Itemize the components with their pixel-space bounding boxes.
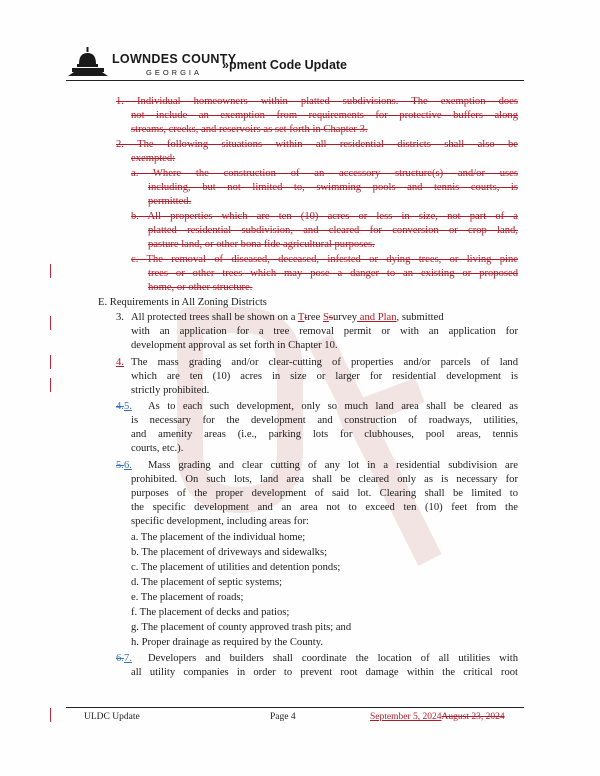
deleted-line: c. The removal of diseased, deceased, infested or dying trees, or living pine [131, 254, 518, 265]
item-3-line: All protected trees shall be shown on a Ttree Ssurvey and Plan, submitted [131, 312, 444, 323]
item-3-line: with an application for a tree removal permit or with an application for [131, 326, 518, 337]
item-3-line: development approval as set forth in Chapter 10. [131, 340, 338, 351]
page-title: »pment Code Update [222, 58, 348, 72]
deleted-line: including, but not limited to, swimming pools and tennis courts, is [148, 182, 518, 193]
courthouse-dome-icon [66, 46, 110, 80]
deleted-line: trees or other trees which may pose a danger to an existing or proposed [148, 268, 518, 279]
deleted-line: pasture land, or other bona fide agricultural purposes. [148, 239, 375, 250]
change-bar [50, 708, 51, 722]
list-item: f. The placement of decks and patios; [131, 607, 290, 618]
item-5-line: courts, etc.). [131, 443, 184, 454]
item-6-line: Mass grading and clear cutting of any lot in a residential subdivision are [148, 460, 518, 471]
deleted-line: platted residential subdivision, and cleared for conversion or crop land, [148, 225, 518, 236]
deleted-line: 1. Individual homeowners within platted subdivisions. The exemption does [116, 96, 518, 107]
org-state: GEORGIA [146, 68, 203, 77]
item-6-line: specific development, including areas for: [131, 516, 309, 527]
item-5-line: As to each such development, only so much land area shall be cleared as [148, 401, 518, 412]
change-bar [50, 316, 51, 330]
item-5-number: 4.5. [116, 401, 132, 412]
footer-page-number: Page 4 [270, 712, 296, 722]
item-6-line: purposes of the proper development of said lot. Clearing shall be limited to [131, 488, 518, 499]
item-7-line: Developers and builders shall coordinate the location of all utilities with [148, 653, 518, 664]
item-5-line: and amenity areas (i.e., parking lots for clubhouses, pool areas, tennis [131, 429, 518, 440]
deleted-line: permitted. [148, 196, 192, 207]
deleted-line: 2. The following situations within all residential districts shall also be [116, 139, 518, 150]
deleted-line: exempted: [131, 153, 176, 164]
item-4-line: The mass grading and/or clear-cutting of properties and/or parcels of land [131, 357, 518, 368]
deleted-line: home, or other structure. [148, 282, 253, 293]
change-bar [50, 378, 51, 392]
header-divider [66, 80, 524, 81]
deleted-line: streams, creeks, and reservoirs as set forth in Chapter 3. [131, 124, 368, 135]
list-item: c. The placement of utilities and detention ponds; [131, 562, 341, 573]
item-6-line: the specific development and an area not to exceed ten (10) feet from the [131, 502, 518, 513]
section-heading: E. Requirements in All Zoning Districts [98, 297, 267, 308]
list-item: a. The placement of the individual home; [131, 532, 306, 543]
item-7-number: 6.7. [116, 653, 132, 664]
footer-date: September 5, 2024August 23, 2024 [370, 712, 505, 722]
org-name: LOWNDES COUNTY [112, 52, 237, 66]
list-item: h. Proper drainage as required by the County. [131, 637, 324, 648]
item-5-line: is necessary for the development and construction of roadways, utilities, [131, 415, 518, 426]
change-bar [50, 355, 51, 369]
item-4-line: which are ten (10) acres in size or larger for residential development is [131, 371, 518, 382]
change-bar [50, 264, 51, 278]
deleted-line: b. All properties which are ten (10) acres or less in size, not part of a [131, 211, 518, 222]
item-4-line: strictly prohibited. [131, 385, 210, 396]
deleted-line: not include an exemption from requirements for protective buffers along [131, 110, 518, 121]
item-6-number: 5.6. [116, 460, 132, 471]
deleted-line: a. Where the construction of an accessory structure(s) and/or uses [131, 168, 518, 179]
item-4-number: 4. [116, 357, 124, 368]
item-3-number: 3. [116, 312, 124, 323]
list-item: b. The placement of driveways and sidewalks; [131, 547, 328, 558]
list-item: d. The placement of septic systems; [131, 577, 283, 588]
item-6-line: prohibited. On such lots, land area shall be cleared only as is necessary for [131, 474, 518, 485]
footer-divider [66, 707, 524, 708]
footer-doc-name: ULDC Update [84, 712, 140, 722]
list-item: g. The placement of county approved trash pits; and [131, 622, 352, 633]
item-7-line: all utility companies in order to prevent root damage within the critical root [131, 667, 518, 678]
list-item: e. The placement of roads; [131, 592, 244, 603]
